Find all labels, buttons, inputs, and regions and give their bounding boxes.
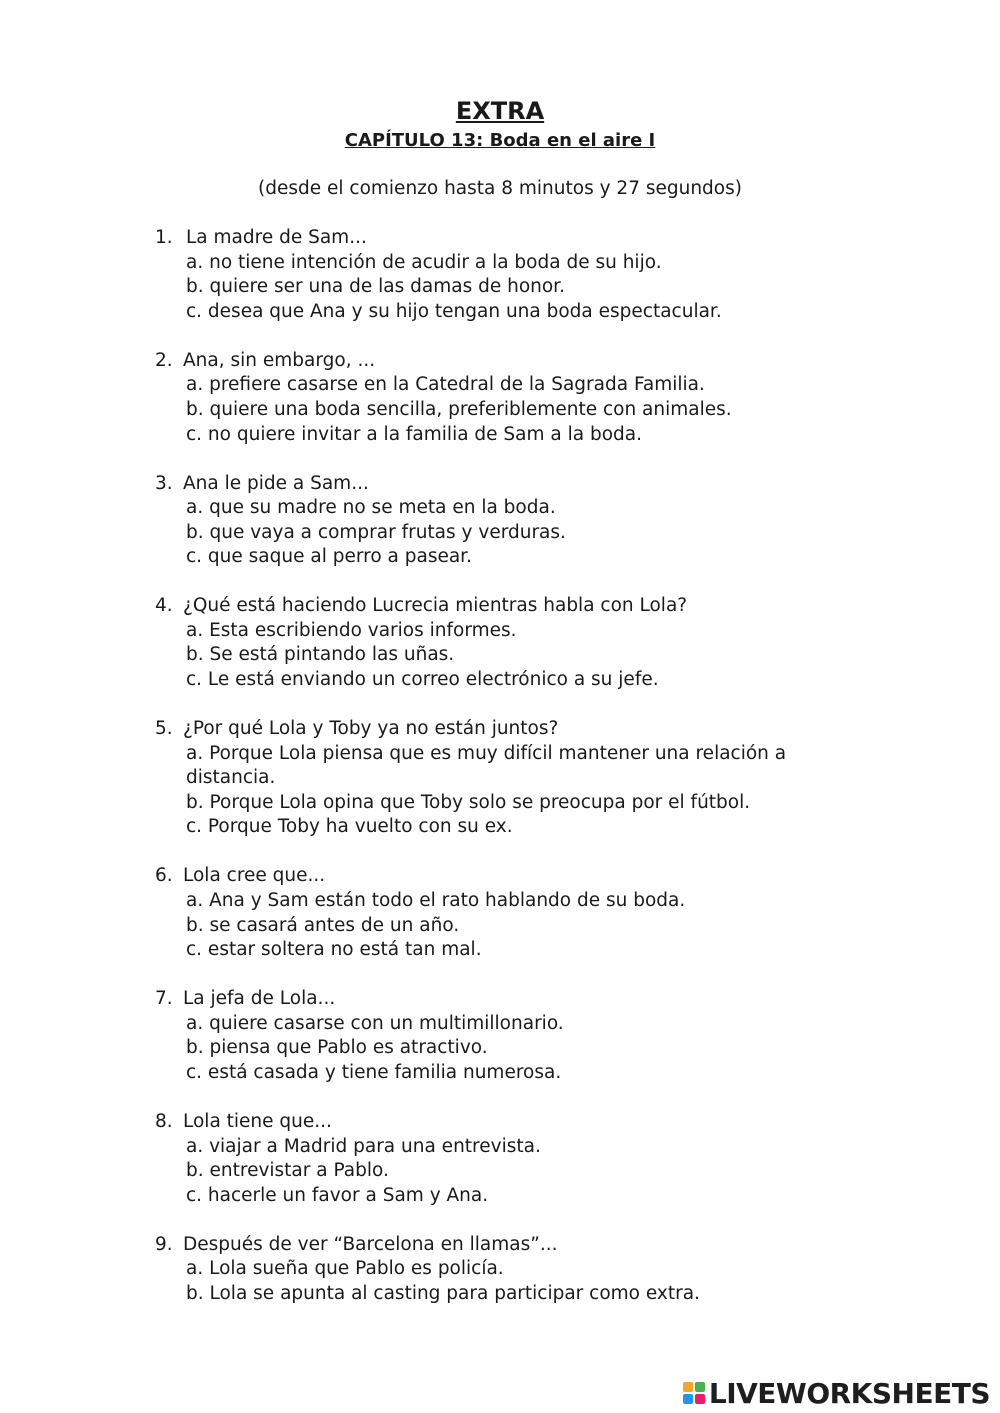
question-text: ¿Qué está haciendo Lucrecia mientras habla con Lola? xyxy=(183,595,688,617)
question-text: Lola tiene que... xyxy=(183,1110,332,1132)
answer-option: c. que saque al perro a pasear. xyxy=(186,546,472,568)
answer-option: c. Le está enviando un correo electrónico a su jefe. xyxy=(186,669,659,691)
question-number: 3. xyxy=(155,472,173,494)
question-text: Ana le pide a Sam... xyxy=(183,472,369,494)
answer-option: a. quiere casarse con un multimillonario. xyxy=(186,1012,564,1034)
question-number: 6. xyxy=(155,865,173,887)
question-9 xyxy=(155,1233,855,1307)
answer-option: b. se casará antes de un año. xyxy=(186,914,460,936)
timing-note: (desde el comienzo hasta 8 minutos y 27 segundos) xyxy=(258,178,742,199)
logo-text: LIVEWORKSHEETS xyxy=(708,1376,990,1410)
logo-square xyxy=(695,1382,705,1392)
question-stem xyxy=(155,864,855,889)
chapter-subtitle: CAPÍTULO 13: Boda en el aire I xyxy=(344,130,656,151)
question-1 xyxy=(155,226,855,324)
answer-option: a. no tiene intención de acudir a la boda de su hijo. xyxy=(186,251,662,273)
answer-option: a. Porque Lola piensa que es muy difícil mantener una relación a distancia. xyxy=(186,742,787,789)
question-stem xyxy=(155,349,855,374)
question-number: 9. xyxy=(155,1233,173,1255)
answer-option: a. prefiere casarse en la Catedral de la Sagrada Familia. xyxy=(186,374,705,396)
answer-option: b. piensa que Pablo es atractivo. xyxy=(186,1037,488,1059)
answer-option: c. desea que Ana y su hijo tengan una boda espectacular. xyxy=(186,300,722,322)
answer-option: c. hacerle un favor a Sam y Ana. xyxy=(186,1184,489,1206)
logo-square xyxy=(683,1394,693,1404)
question-text: Lola cree que... xyxy=(183,865,326,887)
answer-option: b. Porque Lola opina que Toby solo se preocupa por el fútbol. xyxy=(186,791,751,813)
liveworksheets-logo xyxy=(683,1376,990,1410)
answer-option: b. Lola se apunta al casting para participar como extra. xyxy=(186,1282,700,1304)
answer-option: c. estar soltera no está tan mal. xyxy=(186,939,482,961)
question-6 xyxy=(155,864,855,962)
answer-option: b. que vaya a comprar frutas y verduras. xyxy=(186,521,566,543)
question-number: 5. xyxy=(155,718,173,740)
question-stem xyxy=(155,717,855,742)
answer-option: c. Porque Toby ha vuelto con su ex. xyxy=(186,816,513,838)
question-stem xyxy=(155,987,855,1012)
question-stem xyxy=(155,594,855,619)
question-3 xyxy=(155,472,855,570)
answer-option: b. Se está pintando las uñas. xyxy=(186,644,455,666)
question-number: 8. xyxy=(155,1110,173,1132)
question-text: ¿Por qué Lola y Toby ya no están juntos? xyxy=(183,718,559,740)
question-stem xyxy=(155,226,855,251)
question-stem xyxy=(155,472,855,497)
question-7 xyxy=(155,987,855,1085)
logo-square xyxy=(695,1394,705,1404)
answer-option: a. que su madre no se meta en la boda. xyxy=(186,497,556,519)
question-2 xyxy=(155,349,855,447)
answer-option: b. entrevistar a Pablo. xyxy=(186,1160,389,1182)
answer-option: b. quiere una boda sencilla, preferiblemente con animales. xyxy=(186,398,732,420)
answer-option: a. Ana y Sam están todo el rato hablando de su boda. xyxy=(186,890,686,912)
question-5 xyxy=(155,717,855,840)
question-list xyxy=(155,226,855,1331)
question-4 xyxy=(155,594,855,692)
question-number: 2. xyxy=(155,349,173,371)
question-number: 4. xyxy=(155,595,173,617)
answer-option: a. Lola sueña que Pablo es policía. xyxy=(186,1258,504,1280)
answer-option: a. viajar a Madrid para una entrevista. xyxy=(186,1135,541,1157)
question-text: La madre de Sam... xyxy=(186,227,367,248)
question-stem xyxy=(155,1233,855,1258)
logo-square xyxy=(683,1382,693,1392)
question-text: Después de ver “Barcelona en llamas”... xyxy=(183,1233,558,1255)
answer-option: b. quiere ser una de las damas de honor. xyxy=(186,276,565,298)
question-number: 7. xyxy=(155,988,173,1010)
question-number: 1. xyxy=(155,227,173,248)
answer-option: c. no quiere invitar a la familia de Sam a la boda. xyxy=(186,423,643,445)
answer-option: a. Esta escribiendo varios informes. xyxy=(186,619,517,641)
page-title: EXTRA xyxy=(455,97,545,125)
question-stem xyxy=(155,1110,855,1135)
question-8 xyxy=(155,1110,855,1208)
question-text: La jefa de Lola... xyxy=(183,988,336,1010)
answer-option: c. está casada y tiene familia numerosa. xyxy=(186,1061,562,1083)
question-text: Ana, sin embargo, ... xyxy=(183,349,376,371)
logo-mark-icon xyxy=(683,1382,705,1404)
